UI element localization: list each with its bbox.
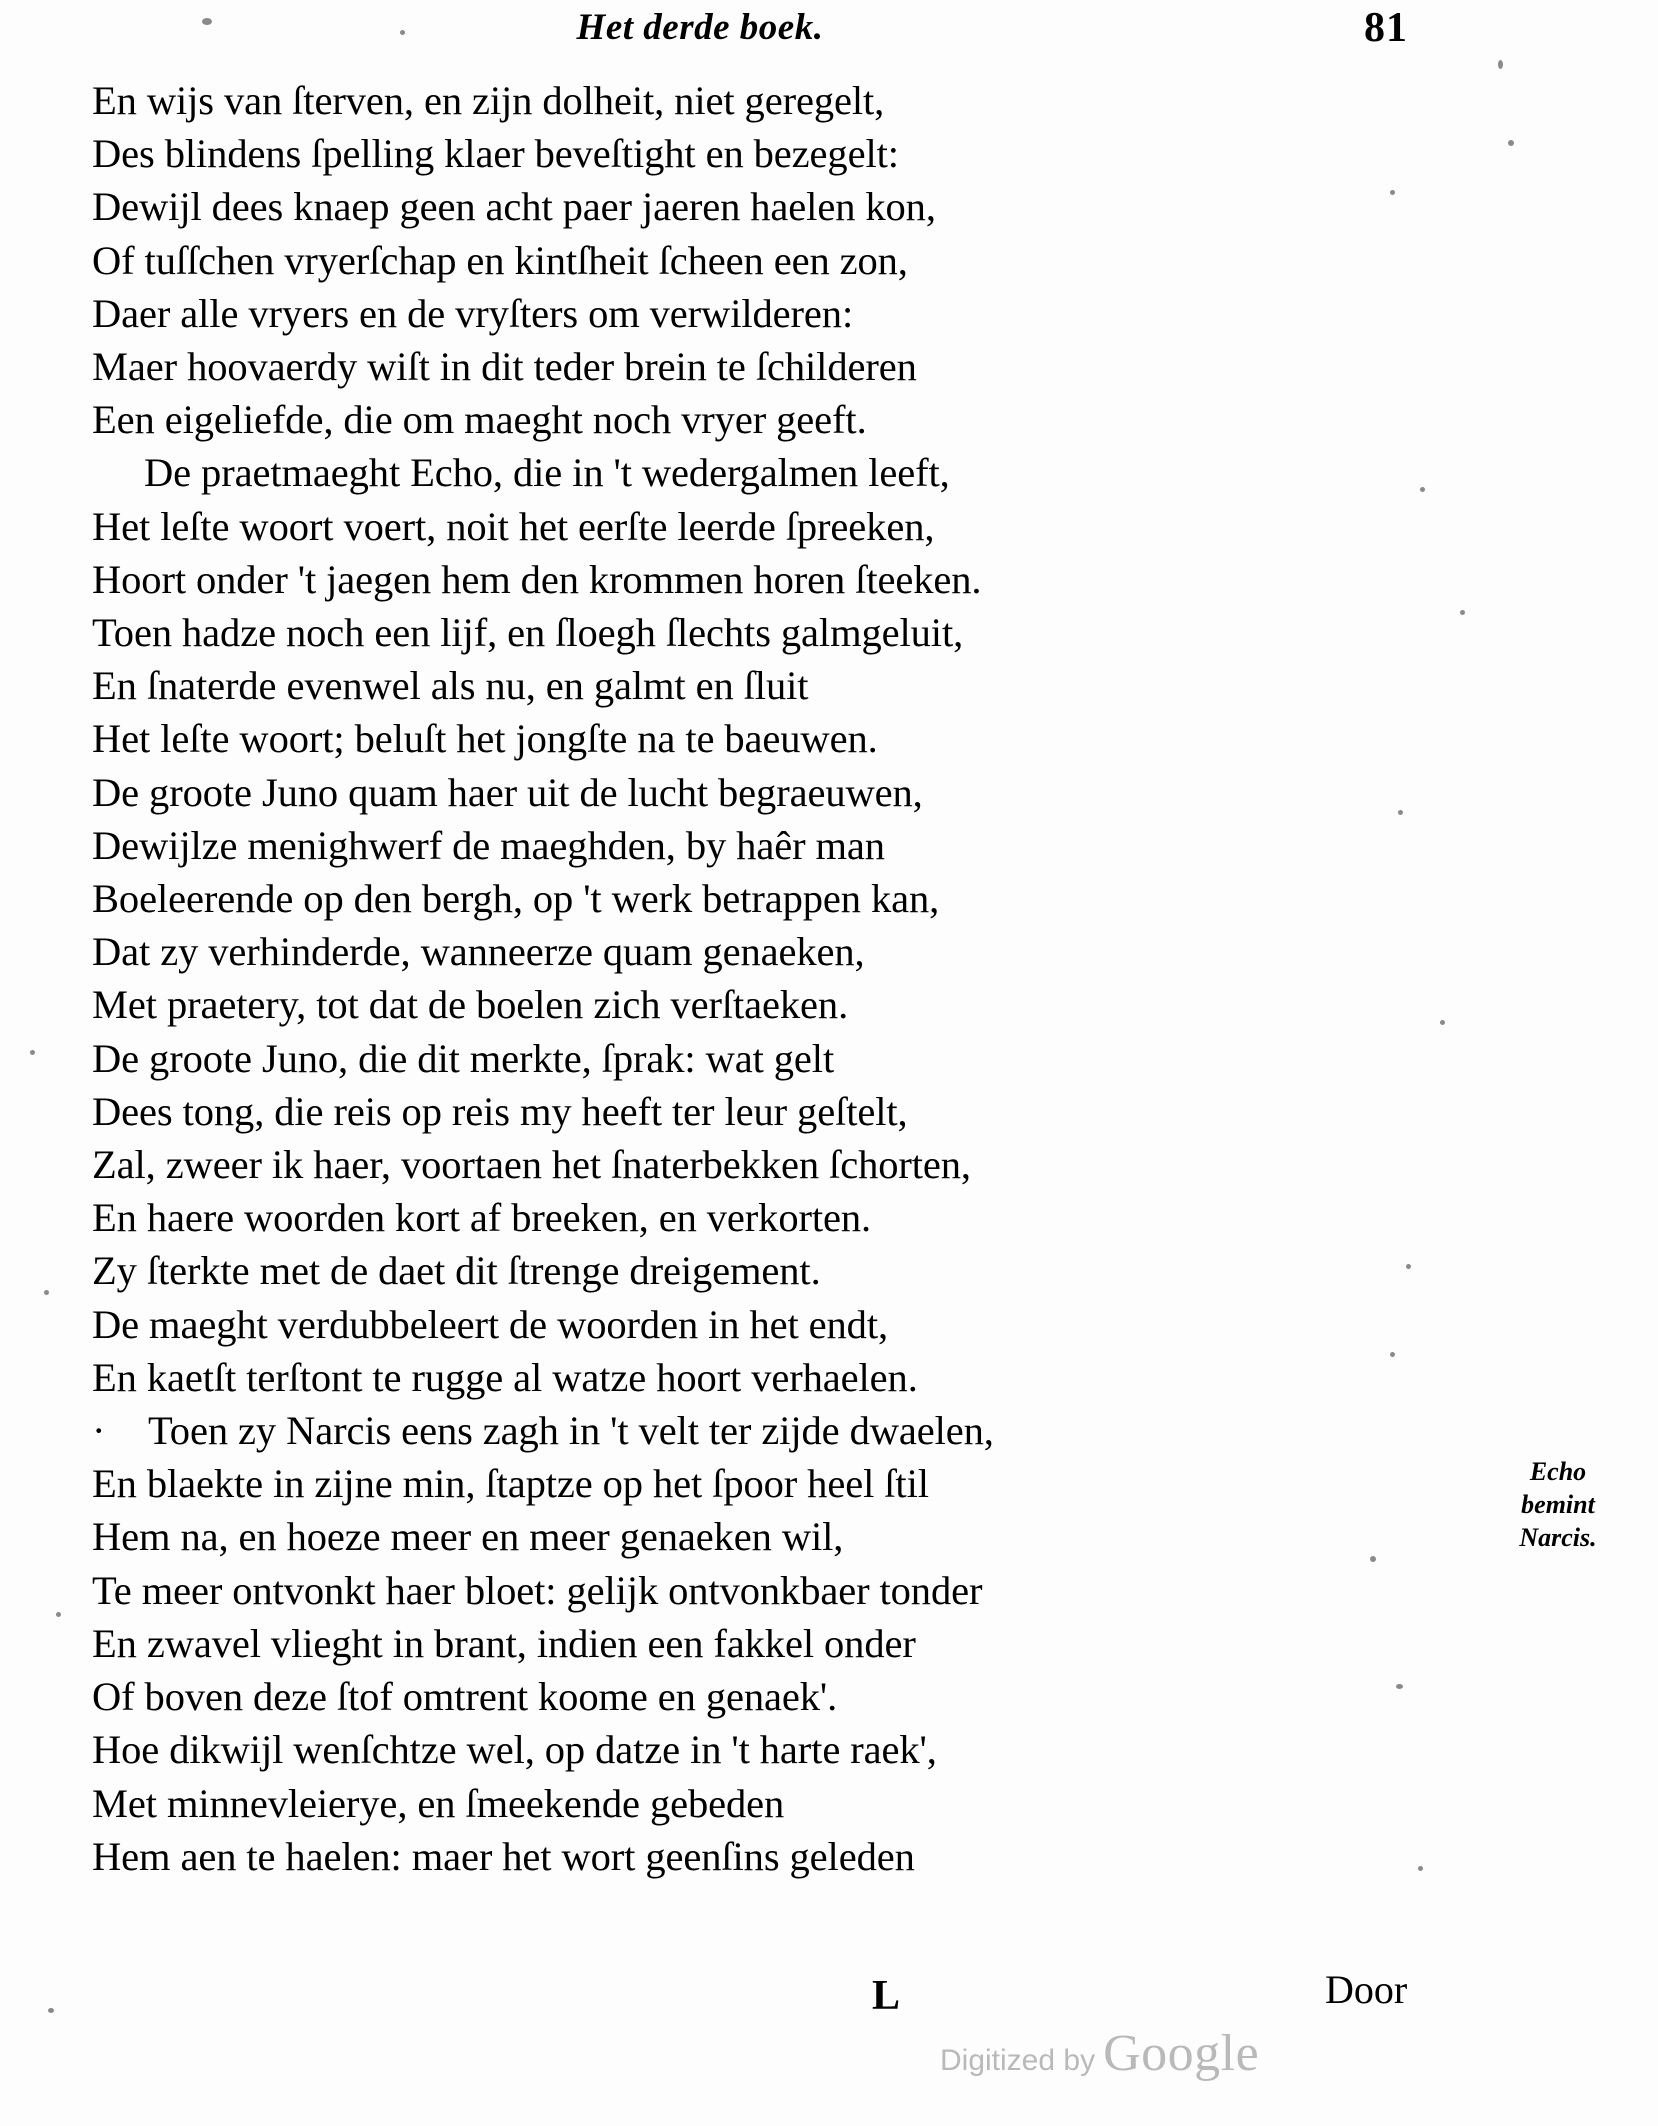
watermark-lead-text: Digitized by [940, 2044, 1096, 2077]
scan-speck [1390, 190, 1395, 195]
page-header [0, 6, 1658, 66]
scan-speck [48, 2008, 54, 2013]
verse-line: Of tuſſchen vryerſchap en kintſheit ſcheen een zon, [92, 237, 908, 283]
catchword: Door [1325, 1967, 1408, 2012]
scan-speck [1396, 1684, 1403, 1689]
scan-speck [1398, 810, 1403, 815]
scan-speck [1440, 1020, 1445, 1025]
verse-line [92, 1404, 1382, 1457]
verse-line: En wijs van ſterven, en zijn dolheit, niet geregelt, [92, 78, 885, 123]
verse-line: Hoort onder 't jaegen hem den krommen horen ſteeken. [92, 556, 982, 602]
verse-line: Boeleerende op den bergh, op 't werk betrappen kan, [92, 876, 940, 922]
verse-line: En zwavel vlieght in brant, indien een fakkel onder [92, 1620, 916, 1666]
scan-speck [1370, 1556, 1376, 1562]
verse-line-text: Toen zy Narcis eens zagh in 't velt ter zijde dwaelen, [148, 1408, 994, 1454]
page-number: 81 [1364, 5, 1408, 51]
scan-speck [44, 1290, 49, 1295]
verse-line: Met minnevleierye, en ſmeekende gebeden [92, 1780, 785, 1826]
verse-line: Hem na, en hoeze meer en meer genaeken wil, [92, 1514, 844, 1560]
scan-speck [1390, 1352, 1395, 1357]
scan-speck [1508, 140, 1514, 146]
watermark-brand-text: Google [1103, 2025, 1260, 2082]
leading-dot-mark: · [92, 1408, 106, 1454]
verse-line: Maer hoovaerdy wiſt in dit teder brein te ſchilderen [92, 344, 917, 390]
verse-line: Hoe dikwijl wenſchtze wel, op datze in 't harte raek', [92, 1727, 937, 1773]
verse-line: De groote Juno quam haer uit de lucht begraeuwen, [92, 769, 923, 815]
verse-line: De praetmaeght Echo, die in 't wedergalmen leeft, [144, 450, 950, 496]
verse-line: Met praetery, tot dat de boelen zich verſtaeken. [92, 982, 849, 1028]
google-watermark [940, 2024, 1360, 2104]
verse-line: Des blindens ſpelling klaer beveſtight en bezegelt: [92, 131, 899, 177]
verse-line: Te meer ontvonkt haer bloet: gelijk ontvonkbaer tonder [92, 1567, 983, 1613]
scan-speck [30, 1050, 35, 1055]
marginal-note-line: Echo [1529, 1457, 1587, 1486]
scan-speck [1498, 60, 1503, 69]
verse-line: Dees tong, die reis op reis my heeft ter leur geſtelt, [92, 1088, 908, 1134]
scan-speck [1406, 1264, 1411, 1269]
verse-line: Dewijl dees knaep geen acht paer jaeren haelen kon, [92, 184, 936, 230]
verse-line: En blaekte in zijne min, ſtaptze op het ſpoor heel ſtil [92, 1461, 929, 1507]
running-title: Het derde boek. [576, 7, 824, 48]
verse-line: Toen hadze noch een lijf, en ſloegh ſlechts galmgeluit, [92, 610, 964, 656]
verse-line: Dat zy verhinderde, wanneerze quam genaeken, [92, 929, 865, 975]
marginal-note [1468, 1455, 1648, 1554]
verse-line: En ſnaterde evenwel als nu, en galmt en ſluit [92, 663, 809, 709]
scan-speck [400, 30, 405, 35]
scan-speck [1420, 487, 1425, 492]
verse-line: Het leſte woort; beluſt het jongſte na te baeuwen. [92, 716, 878, 762]
verse-body [92, 74, 1382, 1883]
verse-line: Dewijlze menighwerf de maeghden, by haêr man [92, 822, 885, 868]
verse-line: Zal, zweer ik haer, voortaen het ſnaterbekken ſchorten, [92, 1142, 971, 1188]
verse-line: En haere woorden kort af breeken, en verkorten. [92, 1195, 872, 1241]
marginal-note-line: Narcis. [1519, 1523, 1597, 1552]
verse-line: De maeght verdubbeleert de woorden in het endt, [92, 1301, 889, 1347]
signature-mark: L [872, 1973, 901, 2019]
verse-line: De groote Juno, die dit merkte, ſprak: wat gelt [92, 1035, 835, 1081]
verse-line: Een eigeliefde, die om maeght noch vryer geeft. [92, 397, 867, 443]
scan-speck [1460, 610, 1465, 615]
verse-line: Zy ſterkte met de daet dit ſtrenge dreigement. [92, 1248, 821, 1294]
verse-line: Het leſte woort voert, noit het eerſte leerde ſpreeken, [92, 503, 935, 549]
verse-line: Of boven deze ſtof omtrent koome en genaek'. [92, 1674, 838, 1720]
verse-line: Daer alle vryers en de vryſters om verwilderen: [92, 290, 854, 336]
scan-speck [202, 18, 212, 25]
verse-line: En kaetſt terſtont te rugge al watze hoort verhaelen. [92, 1354, 918, 1400]
verse-line: Hem aen te haelen: maer het wort geenſins geleden [92, 1833, 915, 1879]
scan-speck [1418, 1866, 1423, 1871]
scan-speck [56, 1612, 61, 1617]
marginal-note-line: bemint [1521, 1490, 1595, 1519]
